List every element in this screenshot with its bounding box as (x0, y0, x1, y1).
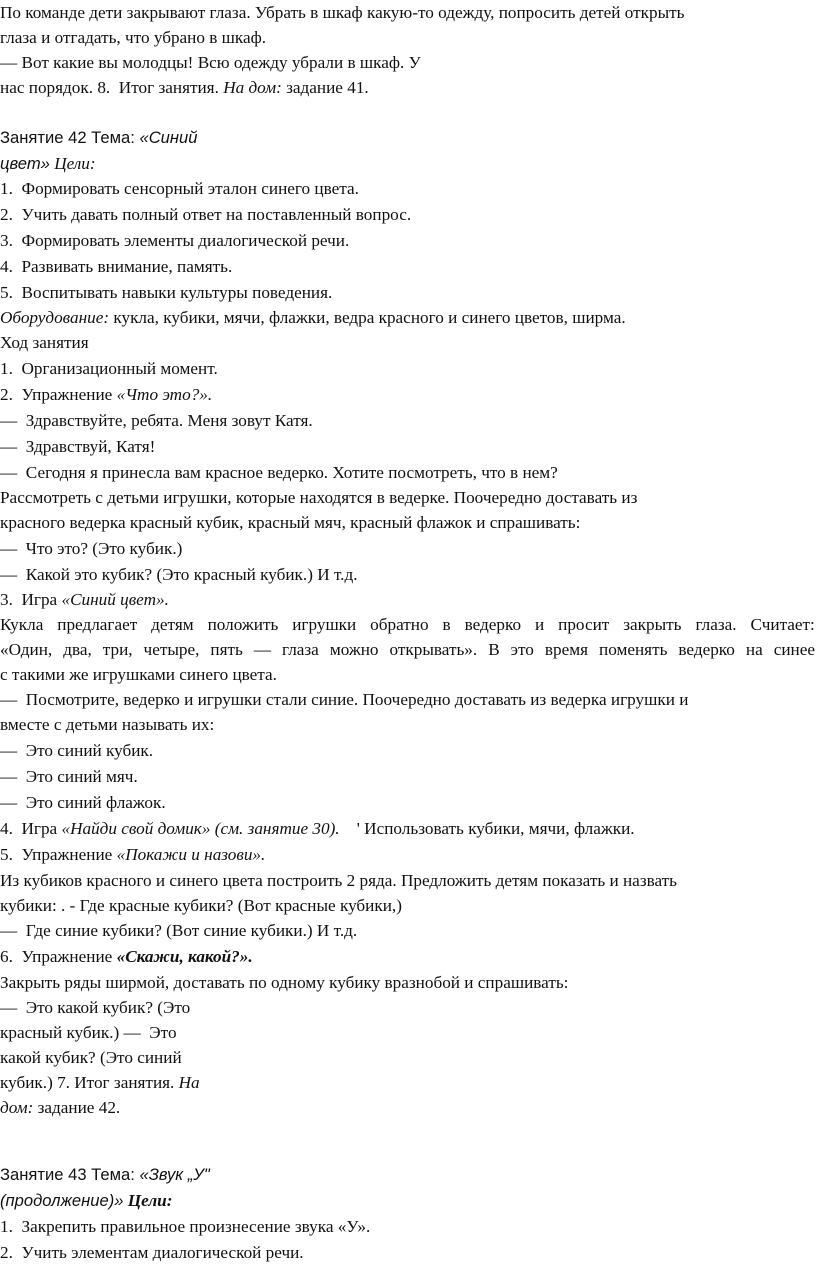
lesson-43-heading-cont (0, 1192, 172, 1210)
text-span: 2. Упражнение (0, 385, 117, 404)
text-line: — Это синий кубик. (0, 741, 154, 760)
justified-line (0, 641, 815, 658)
text-line: красного ведерка красный кубик, красный мяч, красный флажок и спрашивать: (0, 513, 581, 532)
word: глаза (282, 640, 319, 659)
text-line (0, 1074, 200, 1091)
text-span: 3. Игра (0, 590, 62, 609)
text-line: Рассмотреть с детьми игрушки, которые находятся в ведерке. Поочередно доставать из (0, 488, 638, 507)
exercise-title: «Скажи, какой?». (116, 947, 253, 966)
text-span: кубик.) 7. Итог занятия. (0, 1073, 179, 1092)
word: два, (63, 640, 92, 659)
goal-item: 2. Учить элементам диалогической речи. (0, 1243, 304, 1262)
step-item (0, 386, 212, 403)
text-line: какой кубик? (Это синий (0, 1048, 182, 1067)
step-item (0, 820, 635, 837)
exercise-title: «Синий цвет». (61, 590, 169, 609)
equipment-line (0, 309, 626, 326)
word: глаза. (695, 615, 737, 634)
word: ведерко (464, 615, 522, 634)
word: ведерко (678, 640, 735, 659)
word: обратно (370, 615, 429, 634)
lesson-theme: (продолжение)» (0, 1191, 124, 1210)
word: В (488, 640, 500, 659)
word: и (535, 615, 545, 634)
text-span: задание 41. (281, 78, 369, 97)
word: «Один, (0, 640, 53, 659)
text-span: 4. Игра (0, 819, 62, 838)
lesson-theme: цвет» (0, 154, 50, 173)
text-line: — Здравствуйте, ребята. Меня зовут Катя. (0, 411, 313, 430)
word: поменять (599, 640, 668, 659)
lesson-heading-label: Занятие 42 Тема: (0, 128, 140, 147)
exercise-title: «Найди свой домик» (см. занятие 30). (61, 819, 340, 838)
word: игрушки (292, 615, 357, 634)
step-item (0, 948, 253, 965)
word: три, (102, 640, 133, 659)
text-line: — Это синий мяч. (0, 767, 138, 786)
homework-label: На (178, 1073, 200, 1092)
step-item: 1. Организационный момент. (0, 359, 218, 378)
word: можно (329, 640, 379, 659)
text-line: с такими же игрушками синего цвета. (0, 665, 277, 684)
text-line: — Где синие кубики? (Вот синие кубики.) И т.д. (0, 921, 358, 940)
text-span: нас порядок. 8. Итог занятия. (0, 78, 224, 97)
word: закрыть (623, 615, 682, 634)
homework-label: дом: (0, 1098, 34, 1117)
text-span: 6. Упражнение (0, 947, 117, 966)
goals-label: Цели: (123, 1191, 173, 1210)
word: на (745, 640, 763, 659)
goal-item: 4. Развивать внимание, память. (0, 257, 233, 276)
exercise-title: «Что это?». (116, 385, 213, 404)
word: предлагает (57, 615, 138, 634)
text-line: вместе с детьми называть их: (0, 715, 215, 734)
text-line: — Здравствуй, Катя! (0, 437, 156, 456)
word: просит (558, 615, 610, 634)
lesson-theme: «Синий (139, 128, 198, 147)
word: — (253, 640, 272, 659)
word: синее (773, 640, 815, 659)
word: детям (151, 615, 194, 634)
goal-item: 1. Формировать сенсорный эталон синего цвета. (0, 179, 359, 198)
goal-item: 2. Учить давать полный ответ на поставленный вопрос. (0, 205, 412, 224)
step-item (0, 846, 265, 863)
word: в (442, 615, 451, 634)
word: положить (207, 615, 279, 634)
text-line: — Посмотрите, ведерко и игрушки стали синие. Поочередно доставать из ведерка игрушки и (0, 690, 689, 709)
text-line (0, 1099, 120, 1116)
text-line: кубики: . - Где красные кубики? (Вот красные кубики,) (0, 896, 402, 915)
word: открывать». (389, 640, 478, 659)
homework-label: На дом: (223, 78, 282, 97)
text-line: Закрыть ряды ширмой, доставать по одному кубику вразнобой и спрашивать: (0, 973, 569, 992)
text-line: красный кубик.) — Это (0, 1023, 177, 1042)
equipment-label: Оборудование: (0, 308, 110, 327)
text-span: 5. Упражнение (0, 845, 117, 864)
word: четыре, (143, 640, 200, 659)
exercise-title: «Покажи и назови». (116, 845, 266, 864)
goal-item: 1. Закрепить правильное произнесение звука «У». (0, 1217, 371, 1236)
word: это (510, 640, 534, 659)
lesson-theme: «Звук „У" (139, 1165, 210, 1184)
word: Кукла (0, 615, 44, 634)
lesson-42-heading-cont (0, 155, 96, 173)
text-line: — Это синий флажок. (0, 793, 166, 812)
text-line: По команде дети закрывают глаза. Убрать в шкаф какую-то одежду, попросить детей открыть (0, 3, 685, 22)
text-line: — Это какой кубик? (Это (0, 998, 191, 1017)
text-span: кукла, кубики, мячи, флажки, ведра красного и синего цветов, ширма. (109, 308, 626, 327)
lesson-heading-label: Занятие 43 Тема: (0, 1165, 140, 1184)
text-line: Ход занятия (0, 333, 89, 352)
text-line: — Какой это кубик? (Это красный кубик.) И т.д. (0, 565, 358, 584)
word: время (544, 640, 589, 659)
text-line: — Сегодня я принесла вам красное ведерко. Хотите посмотреть, что в нем? (0, 463, 558, 482)
goals-label: Цели: (49, 154, 96, 173)
text-line: — Что это? (Это кубик.) (0, 539, 183, 558)
goal-item: 3. Формировать элементы диалогической речи. (0, 231, 350, 250)
text-span: задание 42. (33, 1098, 121, 1117)
text-line: — Вот какие вы молодцы! Всю одежду убрали в шкаф. У (0, 53, 421, 72)
lesson-43-heading (0, 1167, 210, 1184)
word: Считает: (750, 615, 815, 634)
justified-line (0, 616, 815, 633)
step-item (0, 591, 169, 608)
word: пять (210, 640, 243, 659)
text-line: Из кубиков красного и синего цвета построить 2 ряда. Предложить детям показать и назвать (0, 871, 678, 890)
text-line: глаза и отгадать, что убрано в шкаф. (0, 28, 267, 47)
text-span: ' Использовать кубики, мячи, флажки. (339, 819, 635, 838)
text-line (0, 79, 369, 96)
lesson-42-heading (0, 130, 198, 147)
goal-item: 5. Воспитывать навыки культуры поведения. (0, 283, 333, 302)
